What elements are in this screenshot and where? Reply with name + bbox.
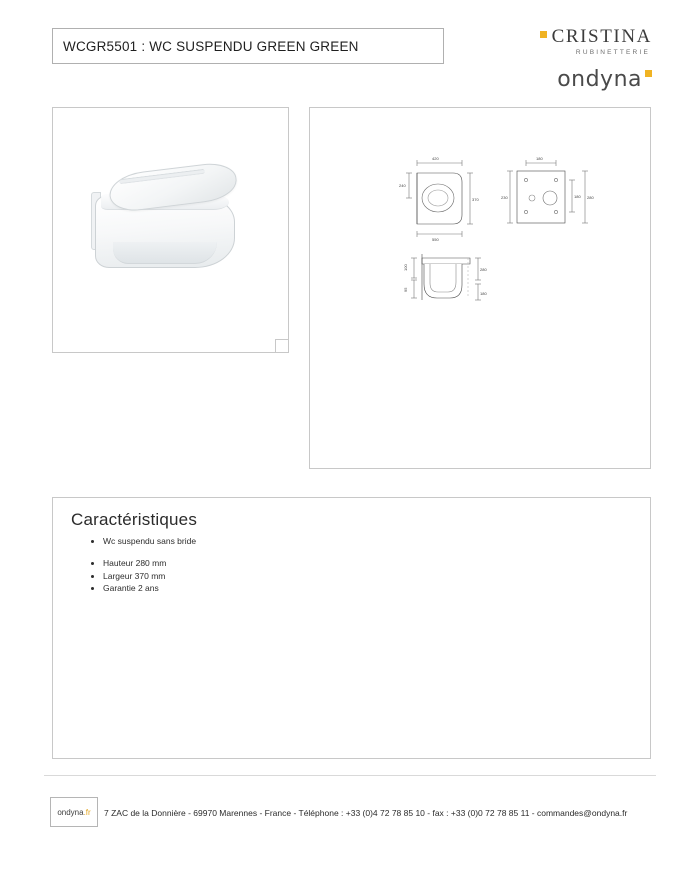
technical-drawing-canvas: [310, 108, 652, 470]
svg-text:370: 370: [472, 197, 479, 202]
footer-divider: [44, 775, 656, 776]
list-item: • Largeur 370 mm: [103, 571, 487, 582]
section-view-drawing: [403, 254, 487, 300]
svg-text:550: 550: [432, 237, 439, 242]
page-title: WCGR5501 : WC SUSPENDU GREEN GREEN: [63, 38, 359, 54]
svg-text:280: 280: [587, 195, 594, 200]
list-item: • Hauteur 280 mm: [103, 558, 487, 569]
svg-text:100: 100: [403, 264, 408, 271]
characteristics-list: [87, 536, 487, 596]
panel-corner-notch: [275, 339, 289, 353]
brand-cristina-label: CRISTINA: [551, 26, 652, 47]
front-view-drawing: [501, 156, 594, 223]
brand-ondyna-line: [482, 67, 652, 92]
footer-logo: [50, 797, 98, 827]
page-header: [0, 0, 700, 92]
footer-logo-name: ondyna: [57, 807, 84, 817]
footer-contact-text: 7 ZAC de la Donnière - 69970 Marennes - France - Téléphone : +33 (0)4 72 78 85 10 - fax : +33 (0)0 72 78 85 11 - commandes@ondyna.fr: [104, 808, 628, 818]
square-accent-icon: [645, 70, 652, 77]
svg-text:180: 180: [536, 156, 543, 161]
svg-text:180: 180: [480, 291, 487, 296]
characteristics-title: Caractéristiques: [71, 510, 198, 529]
square-accent-icon: [540, 31, 547, 38]
brand-block: [482, 26, 652, 92]
list-item: • Wc suspendu sans bride: [103, 536, 487, 547]
brand-cristina-line: [482, 26, 652, 48]
product-photo-illustration: [91, 168, 251, 290]
technical-drawings-svg: [310, 108, 652, 470]
svg-text:240: 240: [399, 183, 406, 188]
product-title-box: [52, 28, 444, 64]
svg-text:280: 280: [480, 267, 487, 272]
svg-text:95: 95: [403, 287, 408, 292]
svg-text:420: 420: [432, 156, 439, 161]
svg-text:180: 180: [574, 194, 581, 199]
brand-ondyna-label: ondyna: [557, 67, 642, 92]
footer-logo-tld: .fr: [83, 807, 91, 817]
wc-bowl-underside: [113, 242, 217, 264]
list-item: • Garantie 2 ans: [103, 583, 487, 594]
characteristics-panel: [52, 497, 651, 759]
technical-drawing-panel: [309, 107, 651, 469]
page-footer: [0, 775, 700, 869]
top-view-drawing: [399, 156, 479, 242]
product-photo-panel: [52, 107, 289, 353]
svg-text:230: 230: [501, 195, 508, 200]
brand-cristina-sublabel: RUBINETTERIE: [575, 49, 650, 56]
